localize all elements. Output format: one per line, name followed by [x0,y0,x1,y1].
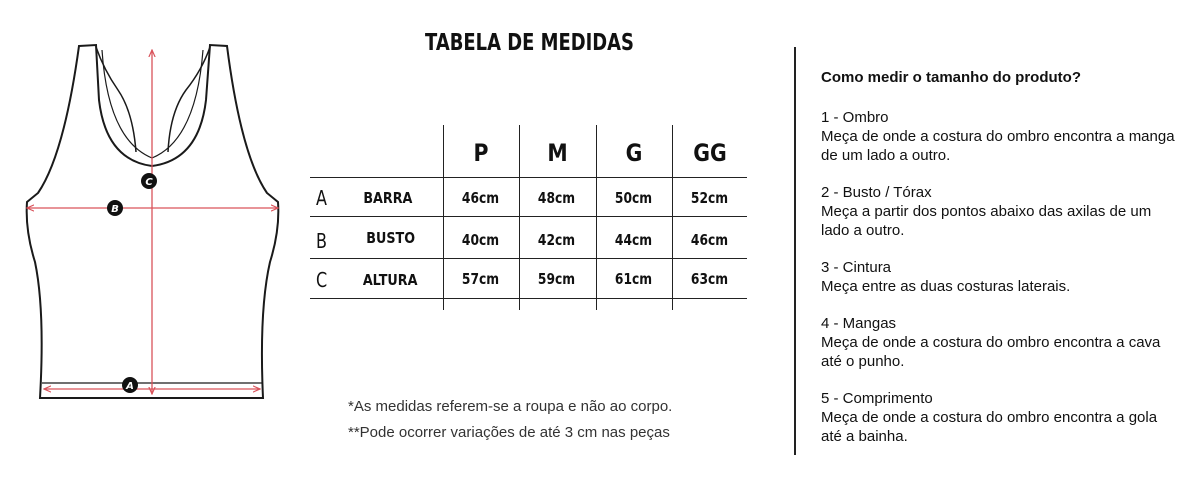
item-desc: Meça entre as duas costuras laterais. [821,278,1071,295]
item-desc: Meça de onde a costura do ombro encontra a manga de um lado a outro. [821,128,1175,164]
page-title: TABELA DE MEDIDAS [425,30,634,56]
svg-text:A: A [126,381,134,392]
item-title: 1 - Ombro [821,109,889,126]
table-cell: 40cm [461,231,500,249]
notes [348,398,672,450]
how-to-heading: Como medir o tamanho do produto? [821,69,1081,86]
note-variation: **Pode ocorrer variações de até 3 cm nas peças [348,424,670,441]
size-header-gg: GG [693,139,727,167]
table-cell: 46cm [690,231,729,249]
how-to-measure [821,68,1181,464]
table-divider [310,177,747,178]
table-cell: 61cm [614,270,653,288]
how-to-item [821,258,1181,296]
row-name: BUSTO [366,229,416,247]
table-divider [596,125,597,310]
size-table [310,125,750,310]
row-letter: C [316,268,328,292]
marker-c [141,173,157,189]
how-to-item [821,389,1181,446]
how-to-item [821,314,1181,371]
table-cell: 46cm [461,189,500,207]
svg-text:C: C [145,177,153,188]
item-desc: Meça a partir dos pontos abaixo das axilas de um lado a outro. [821,203,1152,239]
size-header-m: M [547,139,568,167]
table-divider [310,258,747,259]
table-cell: 52cm [690,189,729,207]
garment-illustration [0,0,300,420]
size-header-g: G [625,139,643,167]
table-divider [310,298,747,299]
row-name: ALTURA [362,271,418,289]
row-letter: A [316,186,327,210]
item-title: 5 - Comprimento [821,390,933,407]
note-measurements: *As medidas referem-se a roupa e não ao corpo. [348,398,673,415]
table-cell: 48cm [537,189,576,207]
item-title: 2 - Busto / Tórax [821,184,932,201]
item-title: 3 - Cintura [821,259,892,276]
table-cell: 44cm [614,231,653,249]
how-to-item [821,108,1181,165]
table-cell: 50cm [614,189,653,207]
table-divider [310,216,747,217]
table-cell: 42cm [537,231,576,249]
svg-text:B: B [111,204,119,215]
table-cell: 63cm [690,270,729,288]
item-desc: Meça de onde a costura do ombro encontra a cava até o punho. [821,334,1161,370]
marker-a [122,377,138,393]
row-name: BARRA [363,189,413,207]
how-to-item [821,183,1181,240]
table-divider [443,125,444,310]
table-cell: 57cm [461,270,500,288]
garment-back-strap [96,47,210,152]
item-desc: Meça de onde a costura do ombro encontra a gola até a bainha. [821,409,1158,445]
table-divider [519,125,520,310]
table-divider [672,125,673,310]
row-letter: B [316,229,327,253]
table-cell: 59cm [537,270,576,288]
marker-b [107,200,123,216]
item-title: 4 - Mangas [821,315,897,332]
section-divider [794,47,796,455]
size-header-p: P [473,139,489,167]
